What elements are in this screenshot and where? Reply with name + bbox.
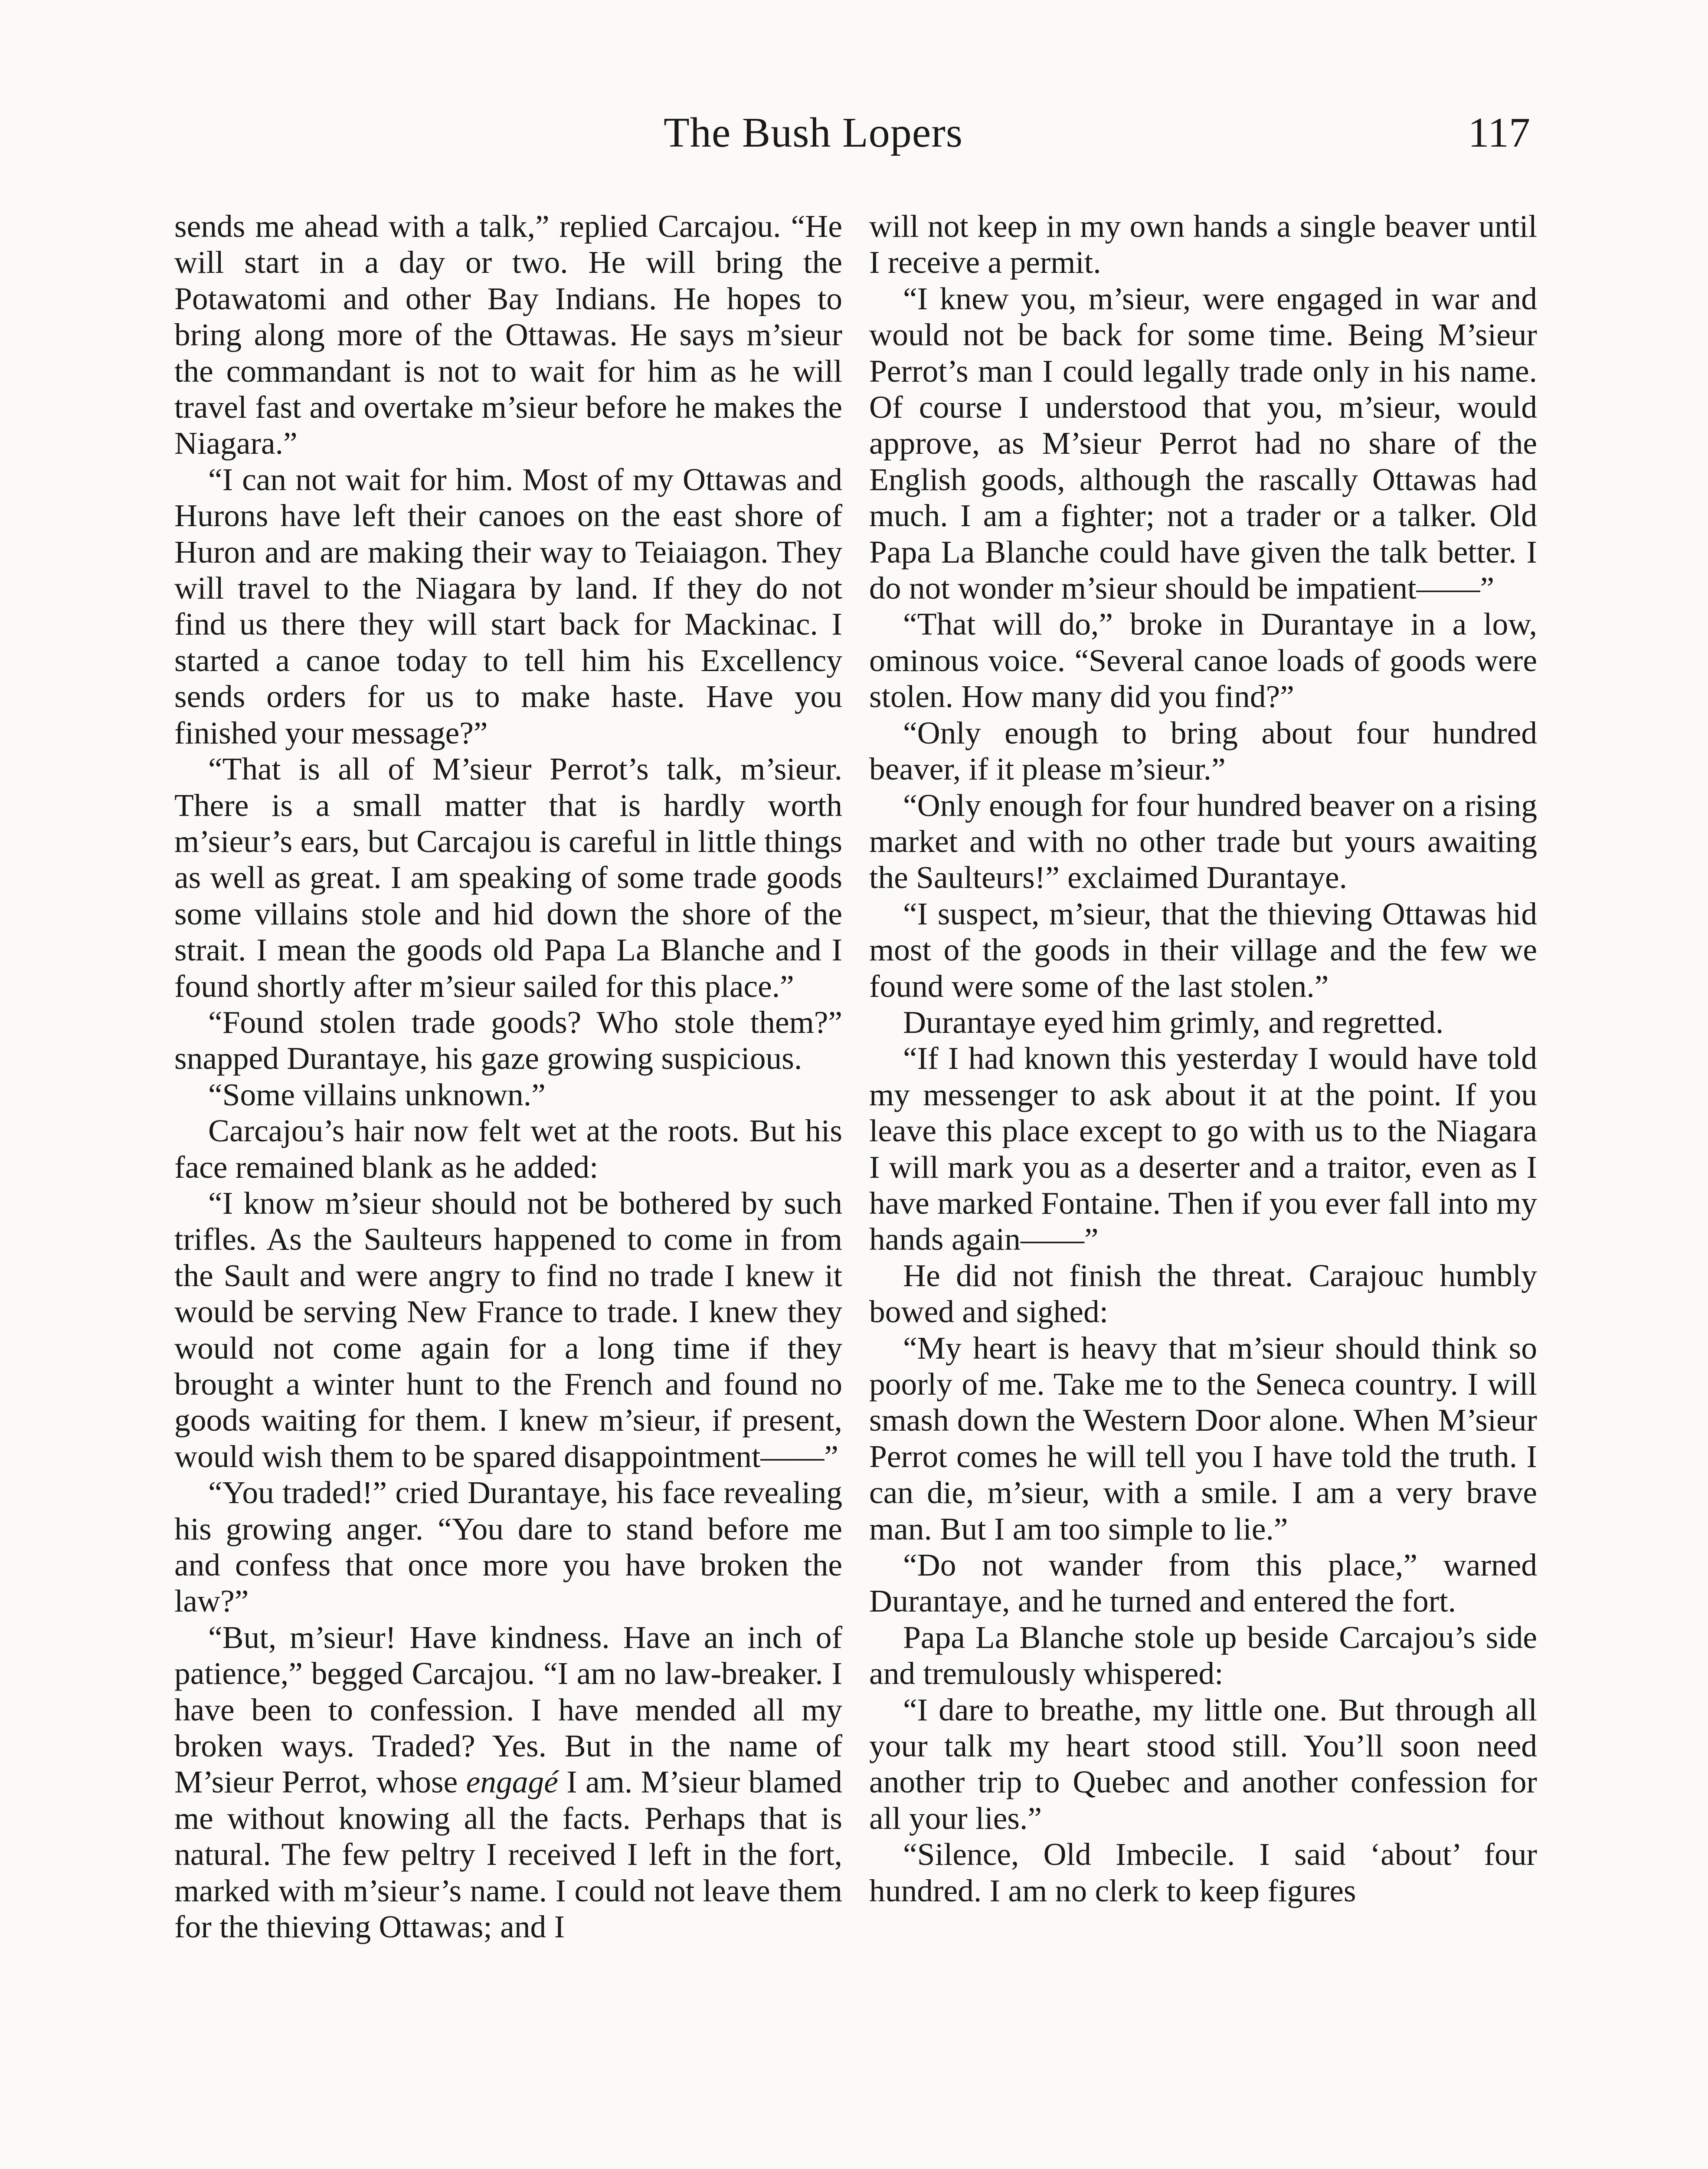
- paragraph: “That will do,” broke in Durantaye in a low, ominous voice. “Several canoe loads of goods were stolen. How many did you find?”: [869, 606, 1537, 714]
- paragraph: “I can not wait for him. Most of my Ottawas and Hurons have left their canoes on the east shore of Huron and are making their way to Teiaiagon. They will travel to the Niagara by land. If they do not find us there they will start back for Mackinac. I started a canoe today to tell him his Excellency sends orders for us to make haste. Have you finished your message?”: [174, 462, 842, 750]
- paragraph: “I dare to breathe, my little one. But through all your talk my heart stood still. You’ll soon need another trip to Quebec and another confession for all your lies.”: [869, 1692, 1537, 1836]
- paragraph: “Found stolen trade goods? Who stole them?” snapped Durantaye, his gaze growing suspicious.: [174, 1004, 842, 1076]
- page-number: 117: [1468, 109, 1530, 156]
- paragraph: “If I had known this yesterday I would have told my messenger to ask about it at the point. If you leave this place except to go with us to the Niagara I will mark you as a deserter and a traitor, even as I have marked Fontaine. Then if you ever fall into my hands again——”: [869, 1041, 1537, 1257]
- paragraph: “Only enough to bring about four hundred beaver, if it please m’sieur.”: [869, 715, 1537, 787]
- paragraph: “I know m’sieur should not be bothered by such trifles. As the Saulteurs happened to come in from the Sault and were angry to find no trade I knew it would be serving New France to trade. I knew they would not come again for a long time if they brought a winter hunt to the French and found no goods waiting for them. I knew m’sieur, if present, would wish them to be spared disappointment——”: [174, 1185, 842, 1474]
- paragraph: Carcajou’s hair now felt wet at the roots. But his face remained blank as he added:: [174, 1113, 842, 1185]
- paragraph: “Do not wander from this place,” warned Durantaye, and he turned and entered the fort.: [869, 1547, 1537, 1619]
- running-title: The Bush Lopers: [664, 109, 963, 156]
- right-column: [869, 208, 1537, 1909]
- paragraph: “Silence, Old Imbecile. I said ‘about’ four hundred. I am no clerk to keep figures: [869, 1837, 1537, 1908]
- paragraph: “Only enough for four hundred beaver on a rising market and with no other trade but yours awaiting the Saulteurs!” exclaimed Durantaye.: [869, 787, 1537, 895]
- left-column: [174, 208, 842, 1945]
- paragraph: “I suspect, m’sieur, that the thieving Ottawas hid most of the goods in their village and the few we found were some of the last stolen.”: [869, 896, 1537, 1004]
- italic-word: engagé: [466, 1764, 558, 1800]
- paragraph: Papa La Blanche stole up beside Carcajou’s side and tremulously whispered:: [869, 1619, 1537, 1691]
- paragraph: He did not finish the threat. Carajouc humbly bowed and sighed:: [869, 1258, 1537, 1330]
- paragraph: “That is all of M’sieur Perrot’s talk, m’sieur. There is a small matter that is hardly worth m’sieur’s ears, but Carcajou is careful in little things as well as great. I am speaking of some trade goods some villains stole and hid down the shore of the strait. I mean the goods old Papa La Blanche and I found shortly after m’sieur sailed for this place.”: [174, 751, 842, 1004]
- paragraph: “I knew you, m’sieur, were engaged in war and would not be back for some time. Being M’sieur Perrot’s man I could legally trade only in his name. Of course I understood that you, m’sieur, would approve, as M’sieur Perrot had no share of the English goods, although the rascally Ottawas had much. I am a fighter; not a trader or a talker. Old Papa La Blanche could have given the talk better. I do not wonder m’sieur should be impatient——”: [869, 281, 1537, 606]
- paragraph: will not keep in my own hands a single beaver until I receive a permit.: [869, 209, 1537, 280]
- paragraph: sends me ahead with a talk,” replied Carcajou. “He will start in a day or two. He will bring the Potawatomi and other Bay Indians. He hopes to bring along more of the Ottawas. He says m’sieur the commandant is not to wait for him as he will travel fast and overtake m’sieur before he makes the Niagara.”: [174, 209, 842, 461]
- paragraph: “You traded!” cried Durantaye, his face revealing his growing anger. “You dare to stand before me and confess that once more you have broken the law?”: [174, 1475, 842, 1619]
- paragraph: “Some villains unknown.”: [208, 1077, 546, 1112]
- paragraph: “My heart is heavy that m’sieur should think so poorly of me. Take me to the Seneca country. I will smash down the Western Door alone. When M’sieur Perrot comes he will tell you I have told the truth. I can die, m’sieur, with a smile. I am a very brave man. But I am too simple to lie.”: [869, 1330, 1537, 1546]
- paragraph: Durantaye eyed him grimly, and regretted.: [903, 1004, 1444, 1040]
- paragraph: “But, m’sieur! Have kindness. Have an inch of patience,” begged Carcajou. “I am no law-breaker. I have been to confession. I have mended all my broken ways. Traded? Yes. But in the name of M’sieur Perrot, whose engagé I am. M’sieur blamed me without knowing all the facts. Perhaps that is natural. The few peltry I received I left in the fort, marked with m’sieur’s name. I could not leave them for the thieving Ottawas; and I: [174, 1619, 842, 1945]
